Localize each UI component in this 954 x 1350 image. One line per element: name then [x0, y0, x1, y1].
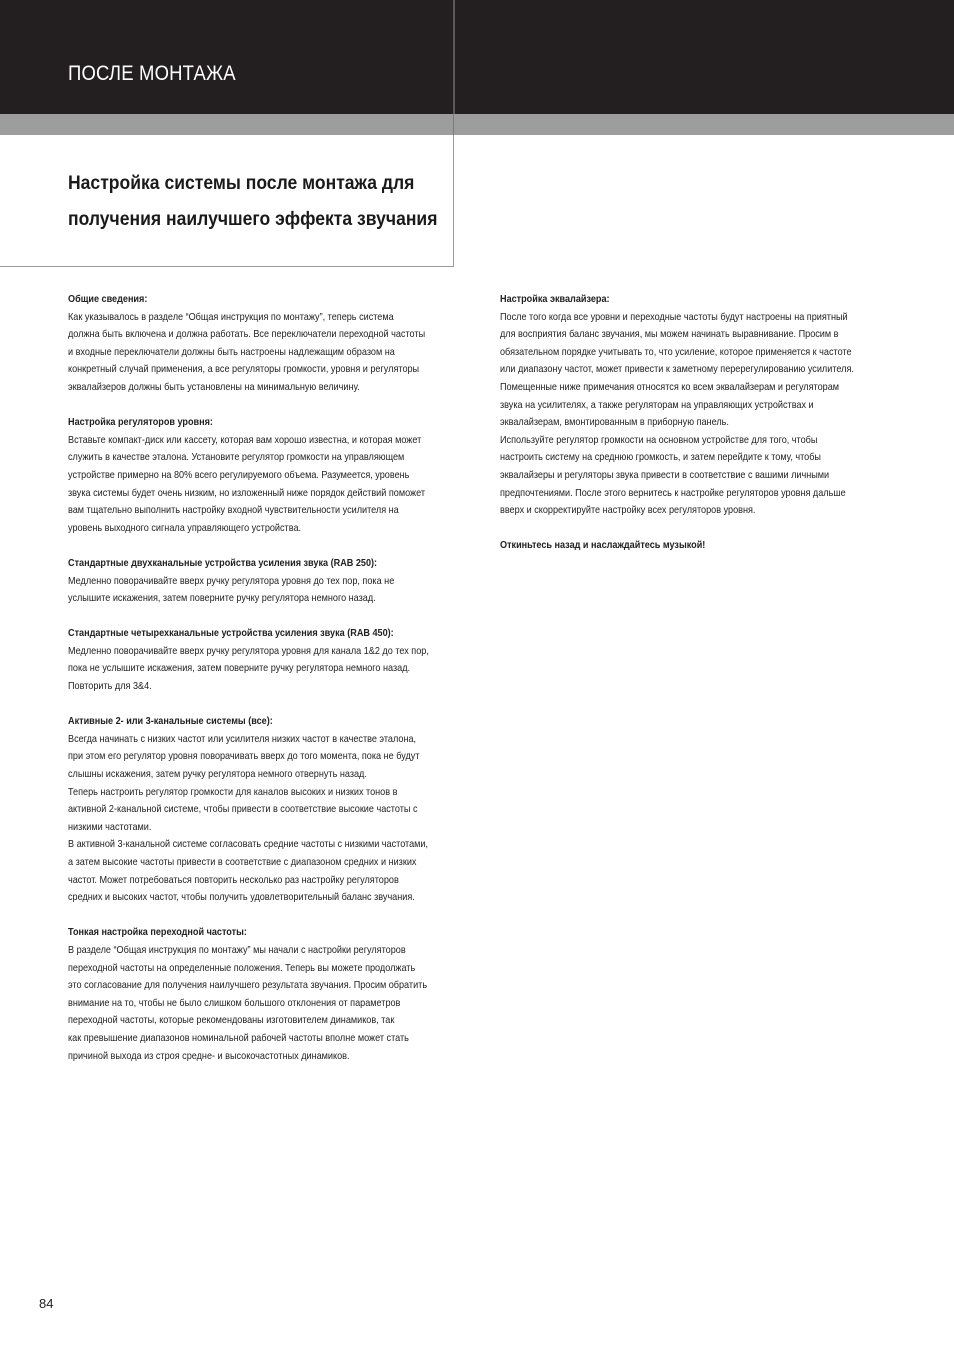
text-section	[68, 713, 453, 907]
paragraph-line: причиной выхода из строя средне- и высокочастотных динамиков.	[68, 1050, 350, 1062]
paragraph-line: вам тщательно выполнить настройку входной чувствительности усилителя на	[68, 505, 399, 517]
header-band	[0, 0, 954, 114]
text-section	[500, 537, 885, 555]
paragraph-line: и входные переключатели должны быть настроены надлежащим образом на	[68, 346, 395, 358]
header-divider	[453, 0, 455, 114]
page-title-line-1: Настройка системы после монтажа для	[68, 172, 415, 194]
paragraph-line: или диапазону частот, может привести к заметному перерегулированию усилителя.	[500, 364, 854, 376]
paragraph-line: устройстве примерно на 80% всего регулируемого объема. Разумеется, уровень	[68, 469, 410, 481]
paragraph-line: переходной частоты на определенные положения. Теперь вы можете продолжать	[68, 962, 416, 974]
section-heading: Откиньтесь назад и наслаждайтесь музыкой!	[500, 540, 706, 552]
text-section	[500, 291, 885, 520]
paragraph-line: В активной 3-канальной системе согласовать средние частоты с низкими частотами,	[68, 839, 429, 851]
paragraph-line: эквалайзеров должны быть установлены на минимальную величину.	[68, 381, 360, 393]
paragraph-line: Используйте регулятор громкости на основном устройстве для того, чтобы	[500, 434, 818, 446]
paragraph-line: настроить систему на среднюю громкость, и затем перейдите к тому, чтобы	[500, 452, 821, 464]
paragraph-line: эквалайзерам, вмонтированным в приборную панель.	[500, 417, 729, 429]
paragraph-line: слышны искажения, затем ручку регулятора немного отвернуть назад.	[68, 769, 367, 781]
paragraph-line: при этом его регулятор уровня поворачивать вверх до того момента, пока не будут	[68, 751, 420, 763]
paragraph-line: эквалайзеры и регуляторы звука привести в соответствие с вашими личными	[500, 469, 830, 481]
left-column	[68, 291, 508, 1083]
paragraph-line: активной 2-канальной системе, чтобы привести в соответствие высокие частоты с	[68, 804, 418, 816]
paragraph-line: пока не услышите искажения, затем поверните ручку регулятора немного назад.	[68, 663, 411, 675]
section-heading: Тонкая настройка переходной частоты:	[68, 927, 247, 939]
section-heading: Общие сведения:	[68, 294, 148, 305]
title-box-vertical-rule	[453, 135, 454, 267]
paragraph-line: конкретный случай применения, а все регуляторы громкости, уровня и регуляторы	[68, 364, 420, 376]
paragraph-line: уровень выходного сигнала управляющего устройства.	[68, 522, 302, 534]
paragraph-line: а затем высокие частоты привести в соответствие с диапазоном средних и низких	[68, 857, 417, 868]
paragraph-line: внимание на то, чтобы не было слишком большого отклонения от параметров	[68, 997, 401, 1009]
paragraph-line: частот. Может потребоваться повторить несколько раз настройку регуляторов	[68, 874, 399, 886]
page-number: 84	[39, 1296, 54, 1311]
paragraph-line: обязательном порядке учитывать то, что усиление, которое применяется к частоте	[500, 346, 852, 358]
paragraph-line: как превышение диапазонов номинальной рабочей частоты вполне может стать	[68, 1032, 409, 1044]
page-title	[68, 165, 438, 237]
paragraph-line: После того когда все уровни и переходные частоты будут настроены на приятный	[500, 311, 848, 323]
paragraph-line: Вставьте компакт-диск или кассету, которая вам хорошо известна, и которая может	[68, 434, 422, 446]
paragraph-line: Как указывалось в разделе “Общая инструкция по монтажу”, теперь система	[68, 311, 394, 323]
paragraph-line: Медленно поворачивайте вверх ручку регулятора уровня до тех пор, пока не	[68, 575, 395, 587]
paragraph-line: В разделе “Общая инструкция по монтажу” мы начали с настройки регуляторов	[68, 944, 406, 956]
paragraph-line: должна быть включена и должна работать. Все переключатели переходной частоты	[68, 329, 426, 341]
grey-divider	[453, 114, 454, 135]
paragraph-line: предпочтениями. После этого вернитесь к настройке регуляторов уровня дальше	[500, 487, 846, 499]
title-box-horizontal-rule	[0, 266, 454, 267]
paragraph-line: Теперь настроить регулятор громкости для каналов высоких и низких тонов в	[68, 786, 398, 798]
page-title-line-2: получения наилучшего эффекта звучания	[68, 208, 438, 230]
paragraph-line: это согласование для получения наилучшего результата звучания. Просим обратить	[68, 980, 428, 992]
paragraph-line: средних и высоких частот, чтобы получить удовлетворительный баланс звучания.	[68, 892, 415, 904]
paragraph-line: Всегда начинать с низких частот или усилителя низких частот в качестве эталона,	[68, 733, 417, 745]
section-heading: Настройка эквалайзера:	[500, 294, 610, 305]
paragraph-line: Медленно поворачивайте вверх ручку регулятора уровня для канала 1&2 до тех пор,	[68, 645, 429, 657]
paragraph-line: звука системы будет очень низким, но изложенный ниже порядок действий поможет	[68, 487, 426, 499]
right-column	[500, 291, 940, 573]
paragraph-line: вверх и скорректируйте настройку всех регуляторов уровня.	[500, 505, 756, 517]
text-section	[68, 414, 453, 537]
section-heading: Стандартные четырехканальные устройства усиления звука (RAB 450):	[68, 628, 394, 640]
paragraph-line: Помещенные ниже примечания относятся ко всем эквалайзерам и регуляторам	[500, 381, 840, 393]
paragraph-line: служить в качестве эталона. Установите регулятор громкости на управляющем	[68, 452, 405, 464]
paragraph-line: услышите искажения, затем поверните ручку регулятора немного назад.	[68, 593, 376, 605]
text-section	[68, 924, 453, 1065]
paragraph-line: переходной частоты, которые рекомендованы изготовителем динамиков, так	[68, 1015, 395, 1027]
section-heading: Активные 2- или 3-канальные системы (все):	[68, 716, 273, 728]
paragraph-line: Повторить для 3&4.	[68, 681, 152, 693]
paragraph-line: звука на усилителях, а также регуляторам на управляющих устройствах и	[500, 399, 814, 411]
paragraph-line: для восприятия баланс звучания, мы можем начинать выравнивание. Просим в	[500, 329, 839, 341]
text-section	[68, 625, 453, 695]
text-section	[68, 291, 453, 397]
paragraph-line: низкими частотами.	[68, 821, 152, 833]
text-section	[68, 555, 453, 608]
section-heading: Стандартные двухканальные устройства усиления звука (RAB 250):	[68, 557, 378, 569]
section-title: ПОСЛЕ МОНТАЖА	[68, 62, 236, 85]
grey-band	[0, 114, 954, 135]
section-heading: Настройка регуляторов уровня:	[68, 417, 213, 429]
